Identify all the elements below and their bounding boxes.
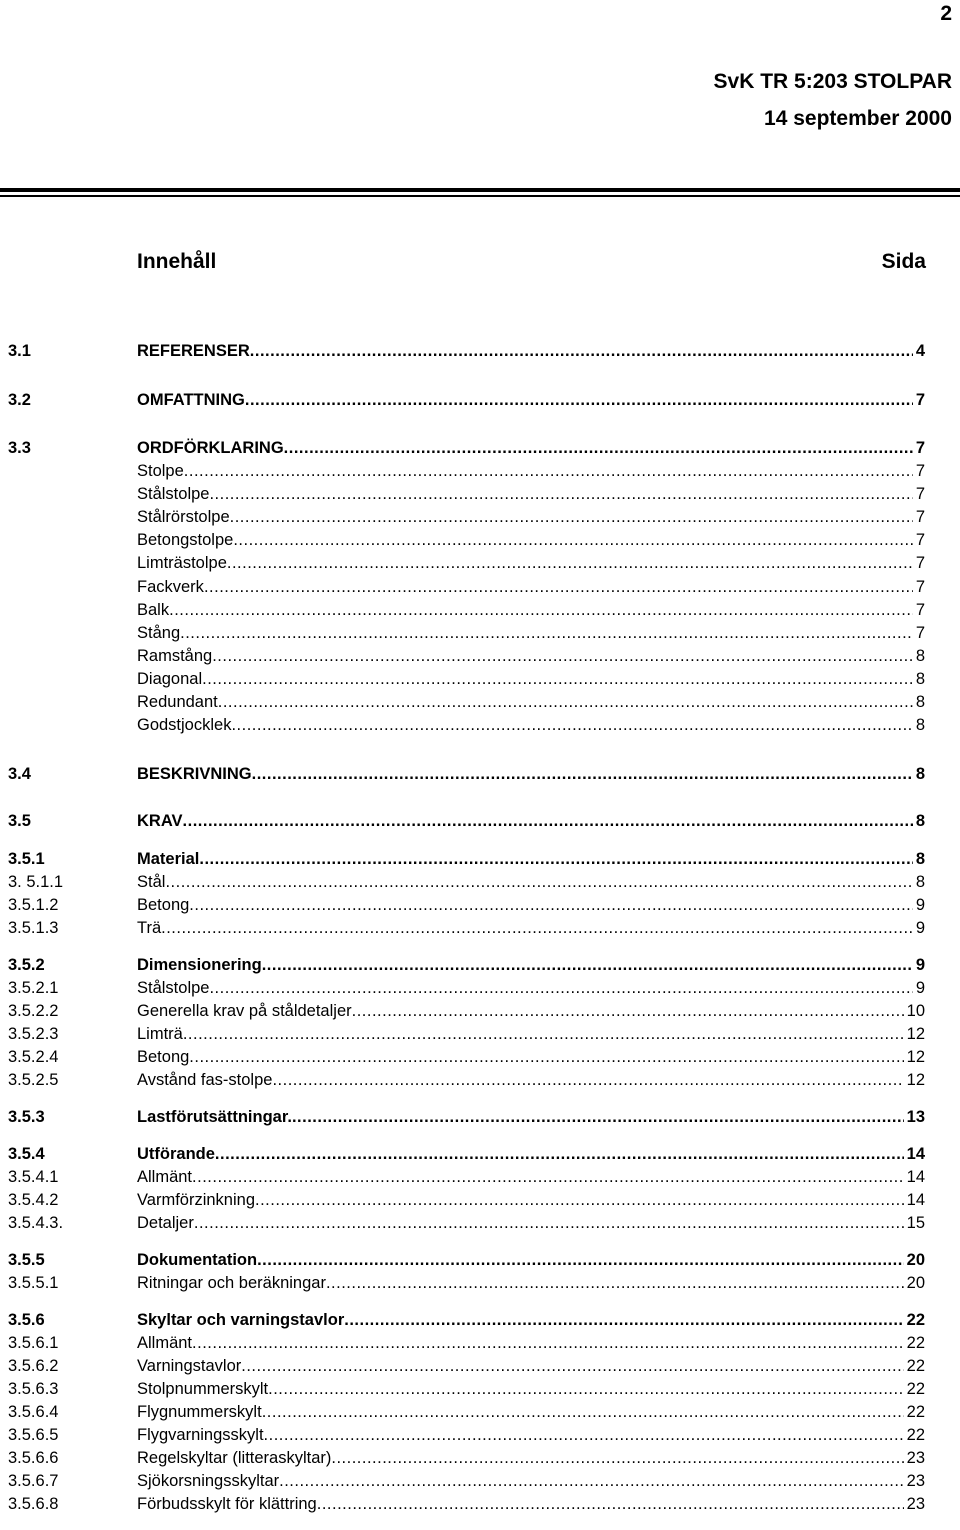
toc-dot-leader xyxy=(227,552,913,574)
toc-dot-leader xyxy=(189,894,913,916)
toc-entry-title: Förbudsskylt för klättring xyxy=(137,1495,317,1513)
toc-entry[interactable] xyxy=(8,1424,925,1446)
toc-entry-title: Diagonal xyxy=(137,670,203,688)
toc-entry-number: 3.5.2.1 xyxy=(8,979,59,997)
toc-entry-title: Stålrörstolpe xyxy=(137,508,230,526)
toc-entry-line xyxy=(137,389,925,411)
toc-entry[interactable] xyxy=(8,1447,925,1469)
toc-entry-page: 22 xyxy=(906,1426,925,1444)
toc-entry-line xyxy=(137,1355,925,1377)
toc-entry-line xyxy=(137,1000,925,1022)
toc-entry-number: 3.5.2.5 xyxy=(8,1071,59,1089)
toc-dot-leader xyxy=(257,1249,904,1271)
toc-dot-leader xyxy=(264,1424,904,1446)
toc-entry[interactable] xyxy=(8,954,925,976)
toc-dot-leader xyxy=(245,389,913,411)
toc-dot-leader xyxy=(231,714,912,736)
toc-entry-line xyxy=(137,1143,925,1165)
toc-entry-page: 22 xyxy=(906,1334,925,1352)
toc-page-heading: Sida xyxy=(881,250,926,273)
toc-entry-line xyxy=(137,1272,925,1294)
toc-entry-title: Dokumentation xyxy=(137,1251,258,1269)
toc-entry-line xyxy=(137,1470,925,1492)
toc-entry-line xyxy=(137,871,925,893)
toc-entry-page: 23 xyxy=(906,1495,925,1513)
toc-entry[interactable] xyxy=(8,1401,925,1423)
toc-dot-leader xyxy=(183,1023,904,1045)
toc-dot-leader xyxy=(255,1189,904,1211)
toc-entry-line xyxy=(137,894,925,916)
toc-entry-line xyxy=(137,529,925,551)
toc-dot-leader xyxy=(241,1355,903,1377)
toc-entry-page: 7 xyxy=(915,601,925,619)
toc-entry-line xyxy=(137,1166,925,1188)
toc-heading: Innehåll xyxy=(137,250,217,273)
toc-entry-number: 3.5.6 xyxy=(8,1311,45,1329)
toc-entry-page: 12 xyxy=(906,1025,925,1043)
toc-entry-number: 3.5.3 xyxy=(8,1108,45,1126)
toc-entry-line xyxy=(137,622,925,644)
toc-dot-leader xyxy=(199,848,912,870)
toc-entry-page: 8 xyxy=(915,647,925,665)
toc-entry-title: Stålstolpe xyxy=(137,485,210,503)
toc-entry-page: 20 xyxy=(906,1251,925,1269)
toc-entry-title: Sjökorsningsskyltar xyxy=(137,1472,280,1490)
toc-entry-number: 3.5.1 xyxy=(8,850,45,868)
toc-entry-number: 3.1 xyxy=(8,342,31,360)
toc-entry-line xyxy=(137,810,925,832)
toc-entry-line xyxy=(137,1401,925,1423)
toc-entry-line xyxy=(137,483,925,505)
toc-entry-line xyxy=(137,1023,925,1045)
toc-dot-leader xyxy=(331,1447,903,1469)
toc-entry-number: 3.5.6.7 xyxy=(8,1472,59,1490)
toc-dot-leader xyxy=(279,1470,904,1492)
toc-entry-title: Flygvarningsskylt xyxy=(137,1426,264,1444)
toc-entry-line xyxy=(137,1447,925,1469)
toc-entry-number: 3.5.6.1 xyxy=(8,1334,59,1352)
toc-dot-leader xyxy=(230,506,913,528)
toc-entry-line xyxy=(137,599,925,621)
toc-entry-line xyxy=(137,1378,925,1400)
toc-entry-page: 9 xyxy=(915,979,925,997)
toc-entry-line xyxy=(137,1493,925,1515)
toc-entry[interactable] xyxy=(8,437,925,459)
toc-entry-page: 8 xyxy=(915,850,925,868)
toc-entry[interactable] xyxy=(8,1212,925,1234)
toc-entry-number: 3.4 xyxy=(8,765,31,783)
toc-entry-line xyxy=(137,848,925,870)
toc-entry-line xyxy=(137,460,925,482)
toc-entry-number: 3.5.1.2 xyxy=(8,896,59,914)
toc-dot-leader xyxy=(262,1401,904,1423)
toc-entry[interactable] xyxy=(8,977,925,999)
toc-entry-number: 3.5.6.5 xyxy=(8,1426,59,1444)
toc-entry-number: 3.5.4.3. xyxy=(8,1214,64,1232)
toc-entry[interactable] xyxy=(8,1332,925,1354)
toc-entry-number: 3. 5.1.1 xyxy=(8,873,64,891)
toc-entry[interactable] xyxy=(8,645,925,667)
toc-entry-page: 7 xyxy=(915,624,925,642)
toc-entry-number: 3.5.5.1 xyxy=(8,1274,59,1292)
toc-entry-title: Material xyxy=(137,850,200,868)
toc-entry[interactable] xyxy=(8,1249,925,1271)
toc-entry-number: 3.5 xyxy=(8,812,31,830)
toc-entry[interactable] xyxy=(8,1166,925,1188)
toc-entry[interactable] xyxy=(8,389,925,411)
toc-entry-page: 22 xyxy=(906,1357,925,1375)
toc-entry-page: 14 xyxy=(906,1145,925,1163)
toc-entry-title: Varmförzinkning xyxy=(137,1191,255,1209)
toc-entry-line xyxy=(137,714,925,736)
toc-entry-number: 3.5.4 xyxy=(8,1145,45,1163)
toc-dot-leader xyxy=(284,437,913,459)
toc-entry[interactable] xyxy=(8,340,925,362)
toc-entry[interactable] xyxy=(8,483,925,505)
toc-entry-title: Utförande xyxy=(137,1145,215,1163)
toc-entry-line xyxy=(137,645,925,667)
toc-entry[interactable] xyxy=(8,810,925,832)
toc-entry-page: 22 xyxy=(906,1380,925,1398)
toc-entry-title: Generella krav på ståldetaljer xyxy=(137,1002,352,1020)
toc-dot-leader xyxy=(215,1143,904,1165)
toc-dot-leader xyxy=(262,954,913,976)
toc-entry-line xyxy=(137,1106,925,1128)
toc-entry-line xyxy=(137,1309,925,1331)
toc-entry[interactable] xyxy=(8,668,925,690)
toc-entry-number: 3.5.6.3 xyxy=(8,1380,59,1398)
toc-entry-page: 10 xyxy=(906,1002,925,1020)
toc-dot-leader xyxy=(352,1000,904,1022)
toc-entry[interactable] xyxy=(8,529,925,551)
toc-entry[interactable] xyxy=(8,1143,925,1165)
toc-entry-title: Skyltar och varningstavlor xyxy=(137,1311,345,1329)
toc-entry[interactable] xyxy=(8,460,925,482)
header-rule-thick xyxy=(0,188,960,192)
toc-entry-page: 9 xyxy=(915,956,925,974)
toc-entry-title: Avstånd fas-stolpe xyxy=(137,1071,273,1089)
toc-entry-page: 8 xyxy=(915,693,925,711)
toc-entry-title: Allmänt xyxy=(137,1334,193,1352)
toc-entry-page: 8 xyxy=(915,873,925,891)
toc-entry-page: 15 xyxy=(906,1214,925,1232)
toc-dot-leader xyxy=(233,529,912,551)
toc-entry[interactable] xyxy=(8,1355,925,1377)
toc-entry-line xyxy=(137,917,925,939)
toc-dot-leader xyxy=(218,691,913,713)
toc-entry-title: Stolpnummerskylt xyxy=(137,1380,269,1398)
toc-entry-number: 3.5.2.4 xyxy=(8,1048,59,1066)
toc-dot-leader xyxy=(169,599,913,621)
toc-entry-page: 7 xyxy=(915,554,925,572)
toc-entry-line xyxy=(137,1249,925,1271)
toc-dot-leader xyxy=(202,668,913,690)
toc-entry-title: Fackverk xyxy=(137,578,204,596)
toc-entry-page: 12 xyxy=(906,1071,925,1089)
toc-entry-number: 3.5.2 xyxy=(8,956,45,974)
toc-entry-number: 3.3 xyxy=(8,439,31,457)
toc-entry-page: 14 xyxy=(906,1168,925,1186)
header-rule-thin xyxy=(0,195,960,197)
toc-entry[interactable] xyxy=(8,1189,925,1211)
toc-entry-title: Dimensionering xyxy=(137,956,262,974)
toc-entry-line xyxy=(137,340,925,362)
toc-entry-line xyxy=(137,1332,925,1354)
toc-entry-title: Flygnummerskylt xyxy=(137,1403,262,1421)
toc-entry[interactable] xyxy=(8,848,925,870)
toc-entry-page: 22 xyxy=(906,1403,925,1421)
toc-entry[interactable] xyxy=(8,1493,925,1515)
toc-entry-number: 3.5.2.3 xyxy=(8,1025,59,1043)
toc-entry-page: 7 xyxy=(915,531,925,549)
toc-entry-title: Stolpe xyxy=(137,462,184,480)
toc-entry-line xyxy=(137,1069,925,1091)
toc-entry-title: Betong xyxy=(137,1048,190,1066)
toc-entry-number: 3.5.5 xyxy=(8,1251,45,1269)
toc-entry-title: Detaljer xyxy=(137,1214,194,1232)
toc-entry-title: BESKRIVNING xyxy=(137,765,252,783)
toc-entry-page: 9 xyxy=(915,896,925,914)
toc-entry-line xyxy=(137,954,925,976)
toc-entry-title: Stång xyxy=(137,624,181,642)
toc-entry[interactable] xyxy=(8,1378,925,1400)
toc-entry-line xyxy=(137,977,925,999)
document-date: 14 september 2000 xyxy=(764,107,952,130)
toc-dot-leader xyxy=(192,1332,904,1354)
toc-entry-title: Varningstavlor xyxy=(137,1357,242,1375)
page-number: 2 xyxy=(940,2,952,25)
toc-entry-line xyxy=(137,1046,925,1068)
toc-dot-leader xyxy=(292,1106,904,1128)
toc-dot-leader xyxy=(272,1069,903,1091)
toc-entry-title: Lastförutsättningar. xyxy=(137,1108,292,1126)
toc-entry-page: 8 xyxy=(915,716,925,734)
toc-entry-title: ORDFÖRKLARING xyxy=(137,439,284,457)
toc-entry[interactable] xyxy=(8,917,925,939)
toc-entry[interactable] xyxy=(8,1106,925,1128)
toc-entry-page: 4 xyxy=(915,342,925,360)
toc-entry-title: Trä xyxy=(137,919,162,937)
toc-entry-line xyxy=(137,1424,925,1446)
toc-entry[interactable] xyxy=(8,1069,925,1091)
toc-entry-page: 7 xyxy=(915,391,925,409)
toc-entry-title: Redundant xyxy=(137,693,218,711)
document-title: SvK TR 5:203 STOLPAR xyxy=(713,70,952,93)
toc-entry-number: 3.5.4.1 xyxy=(8,1168,59,1186)
toc-entry-page: 23 xyxy=(906,1449,925,1467)
toc-dot-leader xyxy=(194,1212,904,1234)
toc-entry-number: 3.5.6.6 xyxy=(8,1449,59,1467)
toc-entry-page: 23 xyxy=(906,1472,925,1490)
toc-entry-title: Regelskyltar (litteraskyltar) xyxy=(137,1449,332,1467)
toc-entry[interactable] xyxy=(8,576,925,598)
toc-entry-number: 3.5.6.2 xyxy=(8,1357,59,1375)
toc-entry[interactable] xyxy=(8,599,925,621)
toc-entry[interactable] xyxy=(8,714,925,736)
toc-entry[interactable] xyxy=(8,1272,925,1294)
toc-entry-page: 8 xyxy=(915,670,925,688)
toc-entry[interactable] xyxy=(8,1470,925,1492)
toc-entry-line xyxy=(137,506,925,528)
toc-dot-leader xyxy=(180,622,913,644)
toc-entry-number: 3.5.1.3 xyxy=(8,919,59,937)
toc-entry-page: 8 xyxy=(915,812,925,830)
toc-entry-number: 3.5.6.8 xyxy=(8,1495,59,1513)
toc-entry-title: Limträstolpe xyxy=(137,554,227,572)
toc-entry-page: 22 xyxy=(906,1311,925,1329)
toc-entry-title: OMFATTNING xyxy=(137,391,245,409)
toc-entry[interactable] xyxy=(8,1309,925,1331)
toc-entry-line xyxy=(137,552,925,574)
toc-entry-title: Stål xyxy=(137,873,166,891)
toc-entry[interactable] xyxy=(8,763,925,785)
toc-entry-title: Stålstolpe xyxy=(137,979,210,997)
toc-dot-leader xyxy=(209,483,912,505)
toc-dot-leader xyxy=(192,1166,904,1188)
toc-dot-leader xyxy=(204,576,913,598)
toc-entry-title: Ritningar och beräkningar xyxy=(137,1274,326,1292)
toc-entry-line xyxy=(137,576,925,598)
toc-entry[interactable] xyxy=(8,1046,925,1068)
toc-entry[interactable] xyxy=(8,894,925,916)
toc-entry-page: 14 xyxy=(906,1191,925,1209)
toc-entry-page: 12 xyxy=(906,1048,925,1066)
toc-entry-number: 3.5.2.2 xyxy=(8,1002,59,1020)
toc-entry-title: Balk xyxy=(137,601,170,619)
toc-entry[interactable] xyxy=(8,691,925,713)
toc-entry-number: 3.2 xyxy=(8,391,31,409)
toc-entry-page: 20 xyxy=(906,1274,925,1292)
toc-dot-leader xyxy=(344,1309,903,1331)
toc-entry-page: 13 xyxy=(906,1108,925,1126)
toc-entry-line xyxy=(137,763,925,785)
toc-entry-line xyxy=(137,668,925,690)
toc-entry-page: 8 xyxy=(915,765,925,783)
toc-entry-page: 7 xyxy=(915,508,925,526)
toc-entry-line xyxy=(137,691,925,713)
toc-dot-leader xyxy=(183,810,913,832)
toc-entry[interactable] xyxy=(8,506,925,528)
toc-entry[interactable] xyxy=(8,552,925,574)
toc-dot-leader xyxy=(161,917,913,939)
toc-dot-leader xyxy=(212,645,913,667)
toc-entry-title: Allmänt xyxy=(137,1168,193,1186)
toc-entry-line xyxy=(137,1189,925,1211)
toc-entry[interactable] xyxy=(8,871,925,893)
toc-entry-page: 7 xyxy=(915,578,925,596)
toc-entry[interactable] xyxy=(8,622,925,644)
toc-entry-title: KRAV xyxy=(137,812,183,830)
toc-dot-leader xyxy=(268,1378,904,1400)
toc-entry-title: Betong xyxy=(137,896,190,914)
toc-dot-leader xyxy=(252,763,913,785)
toc-entry-number: 3.5.6.4 xyxy=(8,1403,59,1421)
toc-entry-title: REFERENSER xyxy=(137,342,250,360)
toc-entry[interactable] xyxy=(8,1023,925,1045)
toc-entry-page: 9 xyxy=(915,919,925,937)
toc-entry-title: Ramstång xyxy=(137,647,213,665)
toc-entry-page: 7 xyxy=(915,439,925,457)
toc-entry-line xyxy=(137,1212,925,1234)
toc-entry-line xyxy=(137,437,925,459)
toc-entry-page: 7 xyxy=(915,462,925,480)
toc-dot-leader xyxy=(184,460,913,482)
toc-dot-leader xyxy=(165,871,912,893)
toc-dot-leader xyxy=(317,1493,904,1515)
toc-dot-leader xyxy=(189,1046,903,1068)
toc-entry[interactable] xyxy=(8,1000,925,1022)
toc-entry-title: Betongstolpe xyxy=(137,531,234,549)
toc-entry-title: Godstjocklek xyxy=(137,716,232,734)
toc-entry-page: 7 xyxy=(915,485,925,503)
toc-entry-title: Limträ xyxy=(137,1025,183,1043)
toc-entry-number: 3.5.4.2 xyxy=(8,1191,59,1209)
toc-dot-leader xyxy=(209,977,912,999)
toc-dot-leader xyxy=(250,340,913,362)
toc-dot-leader xyxy=(326,1272,904,1294)
